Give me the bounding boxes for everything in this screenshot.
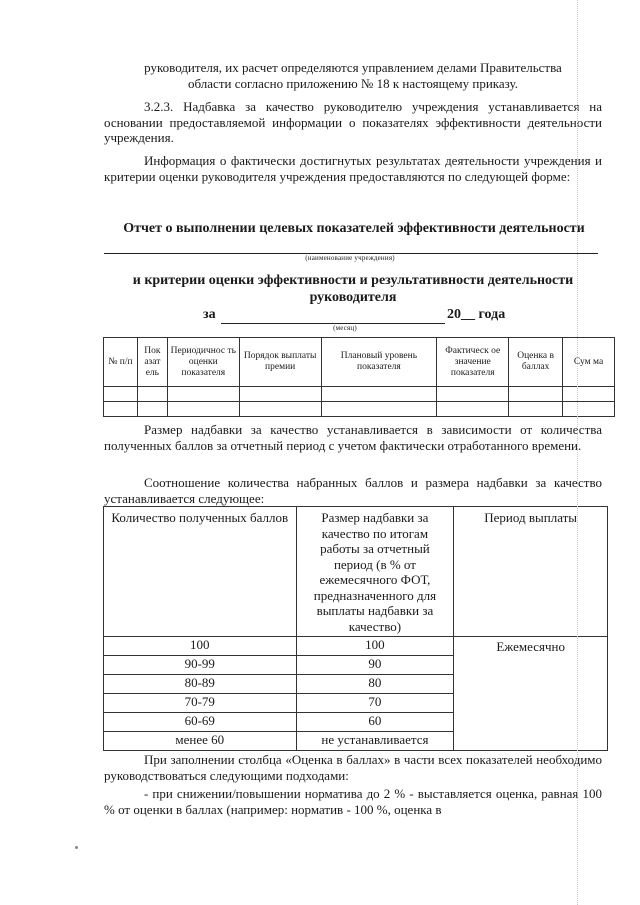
paragraph-info: Информация о фактически достигнутых результатах деятельности учреждения и критерии оценки руководителя учреждения предоставляются по следующей форме:	[104, 153, 602, 184]
report-subtitle-line-1: и критерии оценки эффективности и результативности деятельности	[132, 273, 574, 288]
percent-cell: не устанавливается	[296, 732, 454, 751]
report-form-header-row	[104, 338, 615, 387]
report-subtitle-line-2: руководителя	[309, 290, 397, 305]
points-cell: 80-89	[104, 675, 297, 694]
col-bonus-order: Порядок выплаты премии	[239, 338, 321, 387]
col-number: № п/п	[104, 338, 138, 387]
report-form-table	[103, 337, 615, 417]
col-points: Количество полученных баллов	[104, 507, 297, 637]
col-periodicity: Периодичнос ть оценки показателя	[167, 338, 239, 387]
col-sum: Сум ма	[563, 338, 615, 387]
table-row	[104, 402, 615, 417]
scan-fold-line	[577, 0, 578, 905]
paragraph-3-2-3: 3.2.3. Надбавка за качество руководителю учреждения устанавливается на основании предоставляемой информации о показателях эффективности деятельности учреждения.	[104, 99, 602, 145]
percent-cell: 100	[296, 637, 454, 656]
payment-period-cell: Ежемесячно	[454, 637, 608, 751]
points-cell: менее 60	[104, 732, 297, 751]
month-caption: (месяц)	[333, 324, 357, 332]
intro-line-1: руководителя, их расчет определяются управлением делами Правительства	[144, 60, 562, 75]
scan-speck	[75, 846, 78, 849]
points-cell: 90-99	[104, 656, 297, 675]
period-prefix: за	[203, 307, 216, 322]
col-bonus-percent: Размер надбавки за качество по итогам работы за отчетный период (в % от ежемесячного ФОТ, предназначенного для выплаты надбавки за качество)	[296, 507, 454, 637]
percent-cell: 70	[296, 694, 454, 713]
report-title: Отчет о выполнении целевых показателей эффективности деятельности	[123, 221, 585, 236]
points-cell: 100	[104, 637, 297, 656]
table-row	[104, 637, 608, 656]
percent-cell: 90	[296, 656, 454, 675]
col-indicator: Пок азат ель	[137, 338, 167, 387]
paragraph-bullet: - при снижении/повышении норматива до 2 % - выставляется оценка, равная 100 % от оценки в баллах (например: норматив - 100 %, оценка в	[104, 786, 602, 817]
period-year: 20__ года	[447, 307, 506, 322]
institution-name-caption: (наименование учреждения)	[305, 254, 395, 262]
paragraph-bonus-size: Размер надбавки за качество устанавливается в зависимости от количества полученных баллов за отчетный период с учетом фактически отработанного времени.	[104, 422, 602, 453]
percent-cell: 60	[296, 713, 454, 732]
col-planned-level: Плановый уровень показателя	[321, 338, 437, 387]
col-actual-value: Фактическ ое значение показателя	[437, 338, 509, 387]
table-row	[104, 387, 615, 402]
points-cell: 70-79	[104, 694, 297, 713]
points-cell: 60-69	[104, 713, 297, 732]
score-table-header-row	[104, 507, 608, 637]
percent-cell: 80	[296, 675, 454, 694]
paragraph-fill-rules: При заполнении столбца «Оценка в баллах» в части всех показателей необходимо руководствоваться следующими подходами:	[104, 752, 602, 783]
col-payment-period: Период выплаты	[454, 507, 608, 637]
col-score: Оценка в баллах	[509, 338, 563, 387]
score-table	[103, 506, 608, 751]
paragraph-ratio: Соотношение количества набранных баллов и размера надбавки за качество устанавливается следующее:	[104, 475, 602, 506]
intro-line-2: области согласно приложению № 18 к настоящему приказу.	[188, 76, 518, 91]
